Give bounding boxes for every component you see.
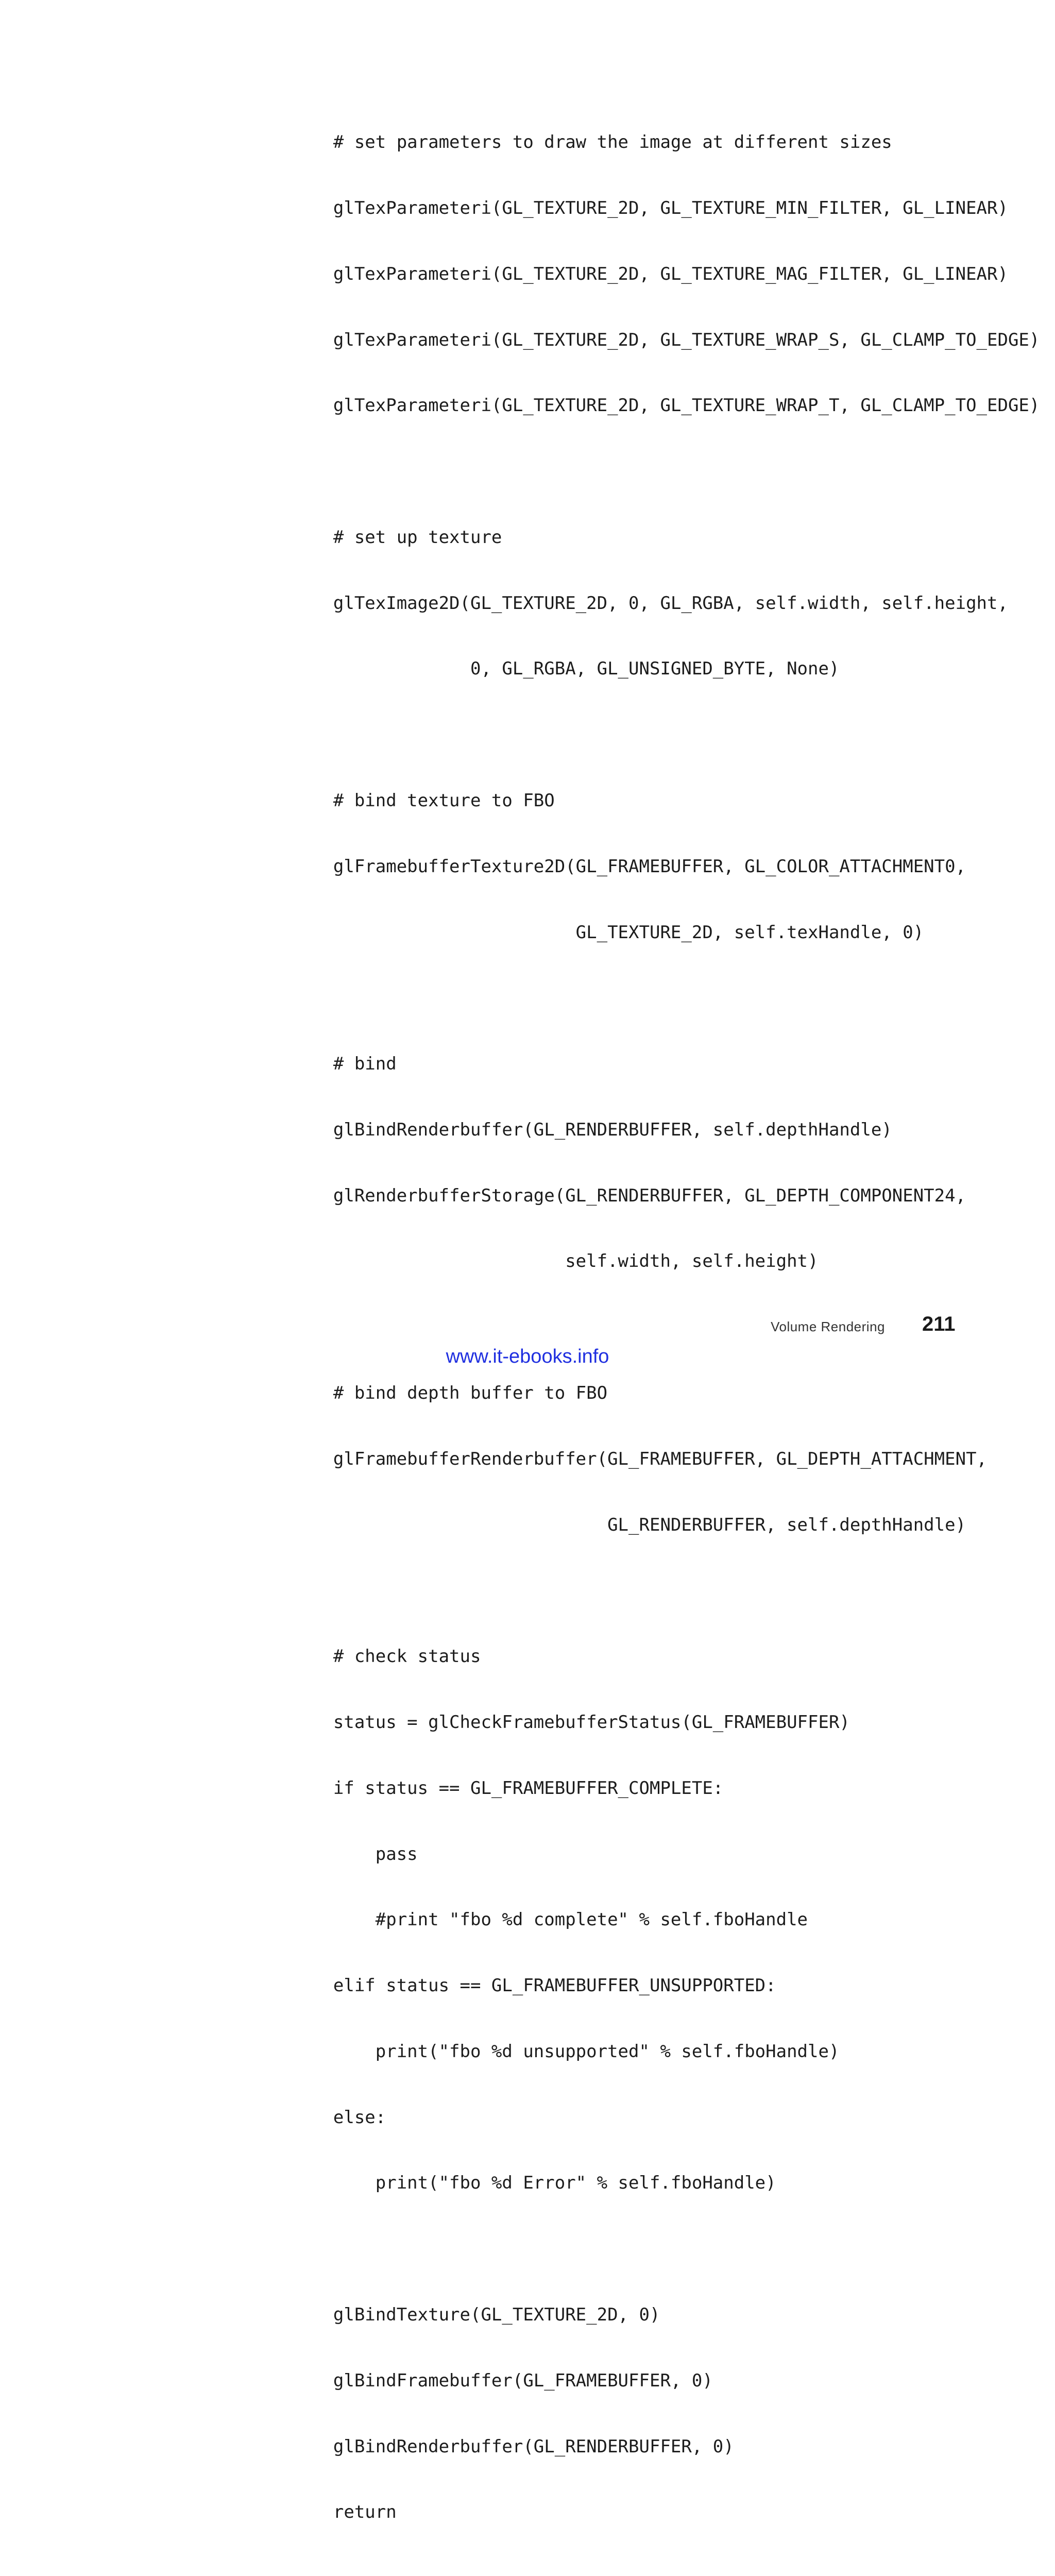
code-line: # set up texture (291, 527, 502, 548)
code-line: glTexParameteri(GL_TEXTURE_2D, GL_TEXTURE_MIN_FILTER, GL_LINEAR) (291, 197, 1008, 218)
running-footer-section: Volume Rendering (771, 1319, 885, 1334)
code-line: # set parameters to draw the image at different sizes (291, 132, 892, 153)
code-line (291, 1580, 1040, 1602)
code-line: print("fbo %d unsupported" % self.fboHandle) (291, 2041, 840, 2062)
code-line: glTexImage2D(GL_TEXTURE_2D, 0, GL_RGBA, self.width, self.height, (291, 592, 1008, 614)
code-line: elif status == GL_FRAMEBUFFER_UNSUPPORTED: (291, 1975, 776, 1996)
code-line: # bind depth buffer to FBO (291, 1383, 608, 1404)
code-line: glBindFramebuffer(GL_FRAMEBUFFER, 0) (291, 2370, 713, 2391)
code-line: GL_RENDERBUFFER, self.depthHandle) (291, 1514, 966, 1535)
code-line: glTexParameteri(GL_TEXTURE_2D, GL_TEXTURE_MAG_FILTER, GL_LINEAR) (291, 263, 1008, 284)
code-line: pass (291, 1843, 418, 1865)
code-line: return (291, 2502, 397, 2523)
page-number: 211 (922, 1313, 956, 1335)
code-line: status = glCheckFramebufferStatus(GL_FRAMEBUFFER) (291, 1711, 850, 1733)
code-line: glFramebufferTexture2D(GL_FRAMEBUFFER, GL_COLOR_ATTACHMENT0, (291, 856, 966, 877)
code-line: glBindTexture(GL_TEXTURE_2D, 0) (291, 2304, 660, 2325)
code-line (291, 2567, 1040, 2576)
code-line: self.width, self.height) (291, 1251, 819, 1272)
code-line: glFramebufferRenderbuffer(GL_FRAMEBUFFER, GL_DEPTH_ATTACHMENT, (291, 1448, 988, 1469)
code-line: if status == GL_FRAMEBUFFER_COMPLETE: (291, 1777, 724, 1799)
code-line: # bind (291, 1054, 397, 1075)
code-line: # bind texture to FBO (291, 790, 555, 811)
code-line: glBindRenderbuffer(GL_RENDERBUFFER, self.depthHandle) (291, 1119, 892, 1140)
code-line: glTexParameteri(GL_TEXTURE_2D, GL_TEXTURE_WRAP_T, GL_CLAMP_TO_EDGE) (291, 395, 1040, 416)
code-line (291, 2238, 1040, 2260)
code-line: glTexParameteri(GL_TEXTURE_2D, GL_TEXTURE_WRAP_S, GL_CLAMP_TO_EDGE) (291, 329, 1040, 350)
watermark-link[interactable]: www.it-ebooks.info (446, 1346, 609, 1367)
code-line: glRenderbufferStorage(GL_RENDERBUFFER, GL_DEPTH_COMPONENT24, (291, 1185, 966, 1206)
code-line: GL_TEXTURE_2D, self.texHandle, 0) (291, 922, 924, 943)
code-line: glBindRenderbuffer(GL_RENDERBUFFER, 0) (291, 2436, 734, 2457)
code-line (291, 461, 1040, 483)
code-line: # check status (291, 1646, 481, 1667)
code-line: else: (291, 2107, 386, 2128)
code-line: 0, GL_RGBA, GL_UNSIGNED_BYTE, None) (291, 658, 840, 680)
code-line (291, 724, 1040, 746)
code-line (291, 987, 1040, 1009)
code-line: #print "fbo %d complete" % self.fboHandle (291, 1909, 808, 1930)
code-line: print("fbo %d Error" % self.fboHandle) (291, 2173, 776, 2194)
